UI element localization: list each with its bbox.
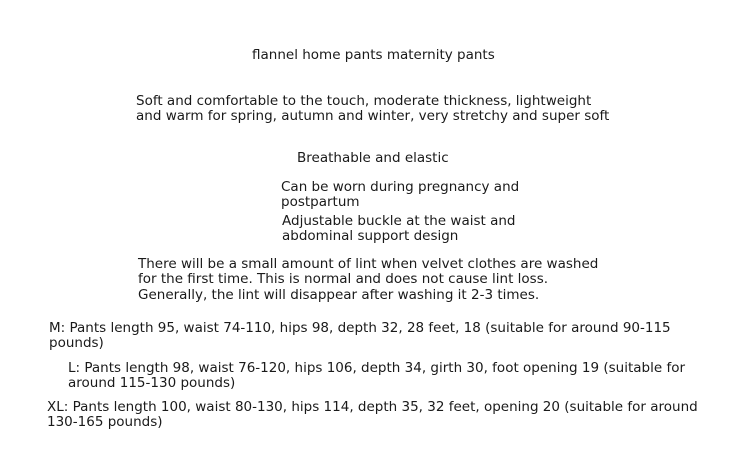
buckle-text-line-1: Adjustable buckle at the waist and (282, 213, 516, 229)
buckle-text-line-2: abdominal support design (282, 228, 459, 244)
size-xl-line-2: 130-165 pounds) (47, 414, 163, 430)
size-l-line-1: L: Pants length 98, waist 76-120, hips 106, depth 34, girth 30, foot opening 19 (suitable for (68, 360, 686, 376)
size-m-line-2: pounds) (49, 335, 104, 351)
page-title: flannel home pants maternity pants (252, 47, 495, 63)
softness-text-line-1: Soft and comfortable to the touch, moderate thickness, lightweight (136, 93, 592, 109)
softness-text-line-2: and warm for spring, autumn and winter, very stretchy and super soft (136, 108, 610, 124)
pregnancy-text-line-2: postpartum (281, 194, 360, 210)
pregnancy-text-line-1: Can be worn during pregnancy and (281, 179, 520, 195)
breathable-text: Breathable and elastic (297, 150, 449, 166)
size-m-line-1: M: Pants length 95, waist 74-110, hips 98, depth 32, 28 feet, 18 (suitable for around 90-115 (49, 320, 671, 336)
lint-notice-line-1: There will be a small amount of lint when velvet clothes are washed (138, 256, 599, 272)
size-xl-line-1: XL: Pants length 100, waist 80-130, hips 114, depth 35, 32 feet, opening 20 (suitable for around (47, 399, 698, 415)
lint-notice-line-2: for the first time. This is normal and does not cause lint loss. (138, 271, 549, 287)
size-l-line-2: around 115-130 pounds) (68, 375, 236, 391)
lint-notice-line-3: Generally, the lint will disappear after washing it 2-3 times. (138, 287, 540, 303)
